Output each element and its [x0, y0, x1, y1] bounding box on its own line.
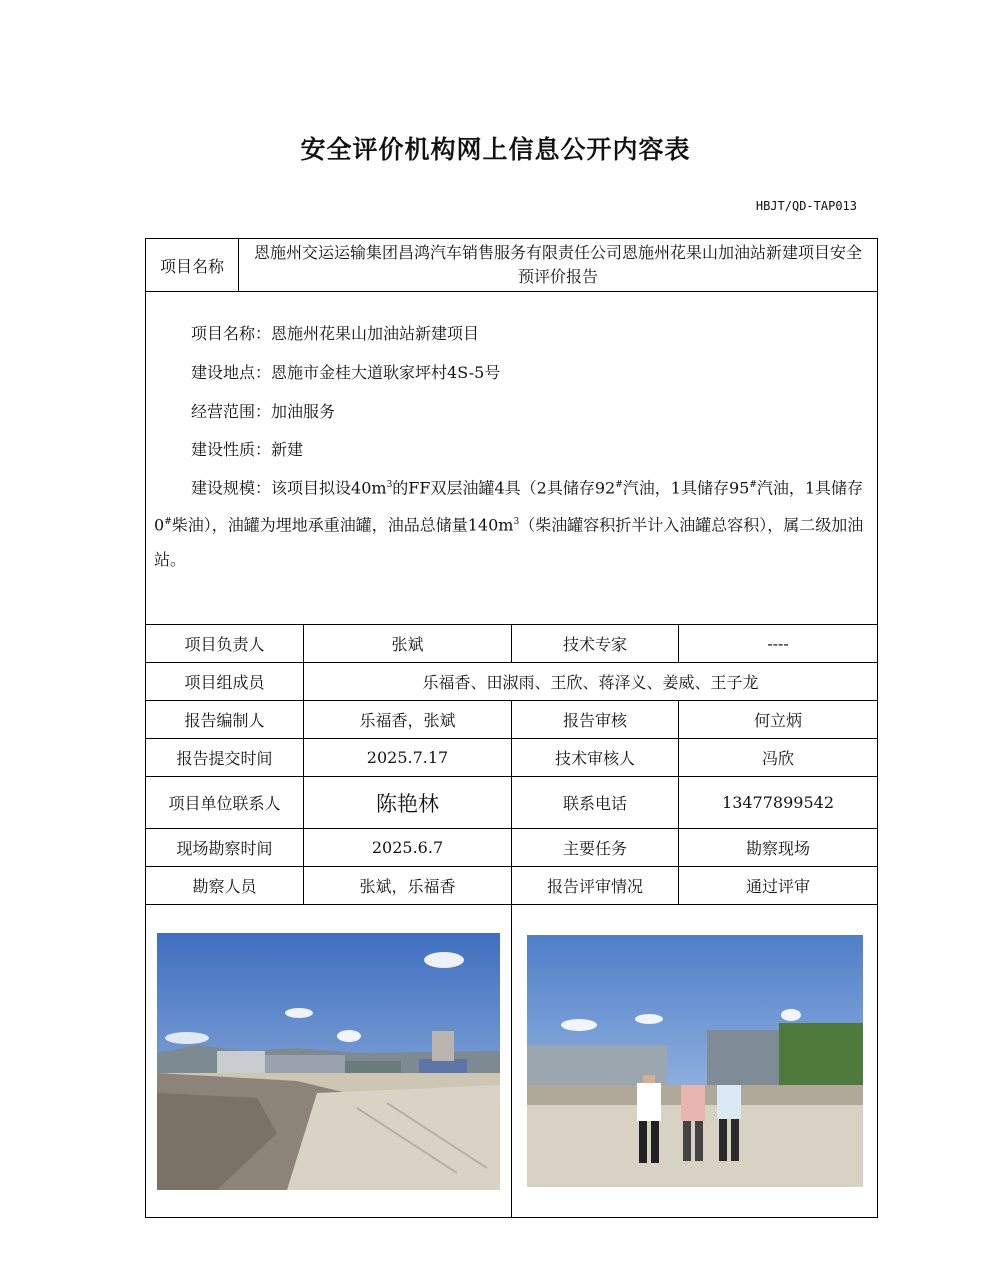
detail-location: 建设地点：恩施市金桂大道耿家坪村4S-5号 — [191, 363, 501, 382]
project-full-title: 恩施州交运运输集团昌鸿汽车销售服务有限责任公司恩施州花果山加油站新建项目安全预评价报告 — [239, 239, 878, 292]
author-row — [146, 701, 878, 739]
tech-review-label: 技术审核人 — [512, 739, 679, 777]
author-label: 报告编制人 — [146, 701, 304, 739]
submit-row — [146, 739, 878, 777]
task-value: 勘察现场 — [679, 829, 878, 867]
members-value: 乐福香、田淑雨、王欣、蒋泽义、姜威、王子龙 — [304, 663, 878, 701]
surveyors-row — [146, 867, 878, 905]
review-label: 报告审核 — [512, 701, 679, 739]
project-details — [146, 292, 878, 625]
info-table — [145, 238, 878, 1218]
author-value: 乐福香，张斌 — [304, 701, 512, 739]
leader-label: 项目负责人 — [146, 625, 304, 663]
survey-time-label: 现场勘察时间 — [146, 829, 304, 867]
detail-scale: 建设规模：该项目拟设$40m^3$的FF双层油罐4具（2具储存92#汽油，1具储存95#汽油，1具储存0#柴油），油罐为埋地承重油罐，油品总储量$140m^3$（柴油罐容积折半计入油罐总容积），属二级加油站。 — [154, 478, 864, 569]
surveyors-value: 张斌，乐福香 — [304, 867, 512, 905]
photo-cell-right — [512, 905, 878, 1218]
detail-scope: 经营范围：加油服务 — [191, 402, 336, 421]
site-photo-right — [527, 935, 863, 1187]
document-number: HBJT/QD-TAP013 — [755, 199, 857, 213]
submit-value: 2025.7.17 — [304, 739, 512, 777]
survey-time-row — [146, 829, 878, 867]
project-name-label: 项目名称 — [146, 239, 239, 292]
members-label: 项目组成员 — [146, 663, 304, 701]
contact-label: 项目单位联系人 — [146, 777, 304, 829]
leader-value: 张斌 — [304, 625, 512, 663]
contact-value: 陈艳林 — [304, 777, 512, 829]
surveyors-label: 勘察人员 — [146, 867, 304, 905]
phone-value: 13477899542 — [679, 777, 878, 829]
detail-nature: 建设性质：新建 — [191, 440, 304, 459]
page-title: 安全评价机构网上信息公开内容表 — [300, 135, 691, 164]
phone-label: 联系电话 — [512, 777, 679, 829]
detail-project-name: 项目名称：恩施州花果山加油站新建项目 — [191, 324, 480, 343]
project-details-row — [146, 292, 878, 625]
photos-row — [146, 905, 878, 1218]
expert-label: 技术专家 — [512, 625, 679, 663]
tech-review-value: 冯欣 — [679, 739, 878, 777]
submit-label: 报告提交时间 — [146, 739, 304, 777]
task-label: 主要任务 — [512, 829, 679, 867]
photo-cell-left — [146, 905, 512, 1218]
members-row — [146, 663, 878, 701]
project-name-row — [146, 239, 878, 292]
leader-row — [146, 625, 878, 663]
contact-row — [146, 777, 878, 829]
expert-value: ---- — [679, 625, 878, 663]
survey-time-value: 2025.6.7 — [304, 829, 512, 867]
site-photo-left — [157, 933, 500, 1190]
result-value: 通过评审 — [679, 867, 878, 905]
review-value: 何立炳 — [679, 701, 878, 739]
result-label: 报告评审情况 — [512, 867, 679, 905]
